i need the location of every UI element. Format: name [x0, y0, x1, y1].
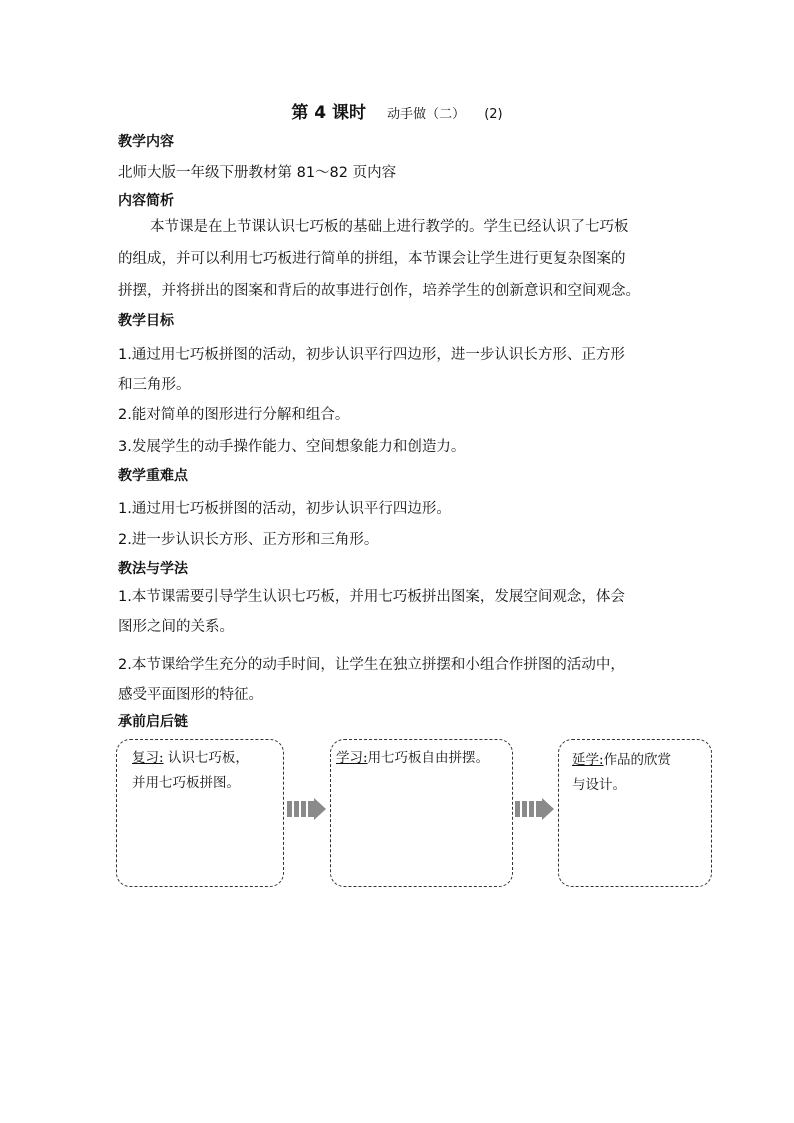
extend-line1: 作品的欣赏 — [603, 752, 672, 768]
key-heading: 教学重难点 — [118, 468, 188, 484]
chain-heading: 承前启后链 — [118, 714, 188, 730]
key-line: 2.进一步认识长方形、正方形和三角形。 — [118, 532, 379, 548]
method-line: 图形之间的关系。 — [118, 619, 234, 635]
review-line1: 认识七巧板， — [167, 750, 249, 766]
extend-label: 延学: — [572, 752, 604, 768]
method-line: 2.本节课给学生充分的动手时间，让学生在独立拼摆和小组合作拼图的活动中， — [118, 657, 625, 673]
content-text: 北师大版一年级下册教材第 81～82 页内容 — [118, 165, 397, 181]
goals-line: 3.发展学生的动手操作能力、空间想象能力和创造力。 — [118, 439, 466, 455]
content-heading: 教学内容 — [118, 134, 174, 150]
goals-line: 1.通过用七巧板拼图的活动，初步认识平行四边形，进一步认识长方形、正方形 — [118, 347, 625, 363]
brief-line: 的组成，并可以利用七巧板进行简单的拼组，本节课会让学生进行更复杂图案的 — [118, 251, 626, 267]
brief-line: 拼摆，并将拼出的图案和背后的故事进行创作，培养学生的创新意识和空间观念。 — [118, 283, 640, 299]
review-text — [132, 746, 249, 796]
brief-line: 本节课是在上节课认识七巧板的基础上进行教学的。学生已经认识了七巧板 — [150, 219, 629, 235]
study-line1: 用七巧板自由拼摆。 — [367, 750, 490, 766]
lesson-title-main: 第 4 课时 — [291, 103, 367, 123]
method-line: 1.本节课需要引导学生认识七巧板，并用七巧板拼出图案，发展空间观念，体会 — [118, 589, 625, 605]
lesson-title-sub: 动手做（二） — [387, 107, 466, 122]
goals-line: 和三角形。 — [118, 377, 191, 393]
study-label: 学习: — [336, 750, 368, 766]
review-label: 复习: — [132, 750, 164, 766]
arrow-right-icon — [515, 798, 555, 820]
lesson-title-number: (2) — [484, 107, 503, 122]
goals-heading: 教学目标 — [118, 313, 174, 329]
key-line: 1.通过用七巧板拼图的活动，初步认识平行四边形。 — [118, 501, 451, 517]
goals-line: 2.能对简单的图形进行分解和组合。 — [118, 407, 350, 423]
review-line2: 并用七巧板拼图。 — [132, 775, 240, 791]
extend-line2: 与设计。 — [572, 777, 626, 793]
study-text — [336, 746, 489, 771]
method-line: 感受平面图形的特征。 — [118, 687, 263, 703]
brief-heading: 内容简析 — [118, 193, 174, 209]
lesson-title — [0, 98, 794, 123]
arrow-right-icon — [287, 798, 327, 820]
method-heading: 教法与学法 — [118, 561, 188, 577]
extend-text — [572, 748, 671, 798]
